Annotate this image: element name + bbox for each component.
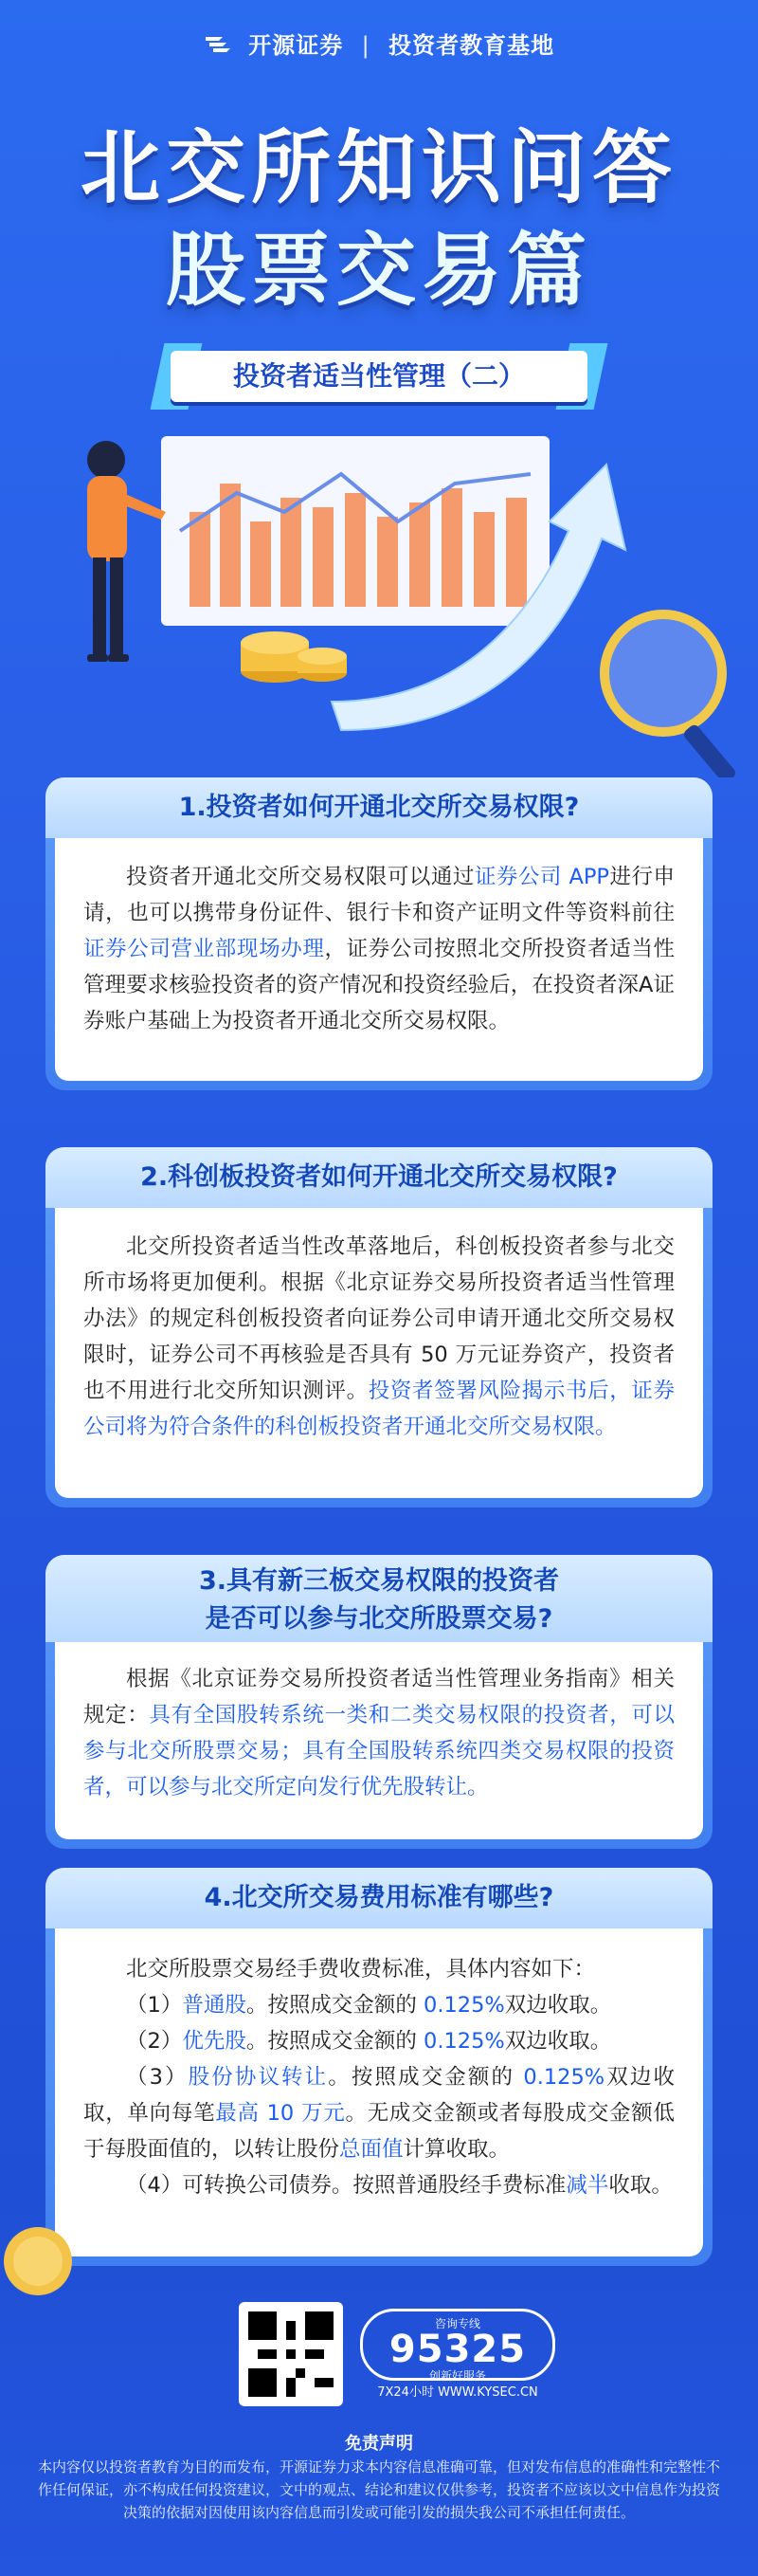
text-segment: 双边收取。 bbox=[504, 2029, 612, 2054]
text-segment: （3） bbox=[126, 2065, 189, 2090]
text-segment: （2） bbox=[126, 2029, 183, 2054]
highlighted-text: 普通股 bbox=[182, 1993, 246, 2018]
brand-sub: 投资者教育基地 bbox=[388, 32, 555, 59]
hotline-number: 95325 bbox=[388, 2328, 527, 2371]
highlighted-text: 最高 10 万元 bbox=[215, 2101, 346, 2126]
text-segment: 。按照成交金额的 bbox=[328, 2065, 524, 2090]
text-segment: 北交所股票交易经手费收费标准，具体内容如下： bbox=[126, 1957, 596, 1982]
qa-card-3-title-line1: 3.具有新三板交易权限的投资者 bbox=[198, 1566, 560, 1596]
highlighted-text: 减半 bbox=[566, 2173, 609, 2198]
text-segment: 计算收取。 bbox=[403, 2137, 511, 2162]
paragraph bbox=[83, 2167, 675, 2203]
qa-card-2-title: 2.科创板投资者如何开通北交所交易权限? bbox=[45, 1147, 713, 1208]
qr-code bbox=[239, 2302, 343, 2406]
qa-card-1-body bbox=[83, 859, 675, 1039]
coin-icon bbox=[0, 2219, 76, 2304]
paragraph bbox=[83, 2059, 675, 2167]
page-title-line1: 北交所知识问答 bbox=[80, 121, 677, 214]
qa-card-3-title bbox=[45, 1555, 713, 1642]
paragraph bbox=[83, 1951, 675, 1987]
qa-card-4 bbox=[45, 1868, 713, 2266]
text-segment: 根据《北京证券交易所投资者适当性管理业务指南》相关规定： bbox=[83, 1667, 675, 1727]
page-title-line2: 股票交易篇 bbox=[165, 224, 592, 317]
brand-logo-icon bbox=[204, 33, 232, 60]
text-segment: 投资者开通北交所交易权限可以通过 bbox=[126, 865, 475, 889]
page-subtitle: 投资者适当性管理（二） bbox=[171, 351, 587, 402]
highlighted-text: 优先股 bbox=[182, 2029, 246, 2054]
magnifier-icon bbox=[605, 614, 737, 777]
qa-card-3-body bbox=[83, 1661, 675, 1805]
highlighted-text: 投资者签署风险揭示书后，证券公司将为符合条件的科创板投资者开通北交所交易权限。 bbox=[83, 1379, 675, 1439]
text-segment: 双边收取，单向每笔 bbox=[83, 2065, 675, 2126]
disclaimer-title: 免责声明 bbox=[345, 2434, 413, 2454]
text-segment: （4）可转换公司债券。按照普通股经手费标准 bbox=[126, 2173, 567, 2198]
highlighted-text: 证券公司 APP bbox=[474, 865, 609, 889]
hotline-label: 咨询专线 bbox=[434, 2317, 480, 2330]
hotline-badge bbox=[360, 2309, 555, 2381]
text-segment: 北交所投资者适当性改革落地后，科创板投资者参与北交所市场将更加便利。根据《北京证券交易所投资者适当性管理办法》的规定科创板投资者向证券公司申请开通北交所交易权限时，证券公司不再核验是否具有 50 万元证券资产，投资者也不用进行北交所知识测评。 bbox=[83, 1234, 675, 1403]
text-segment: 。按照成交金额的 bbox=[245, 2029, 424, 2054]
text-segment: 双边收取。 bbox=[504, 1993, 612, 2018]
highlighted-text: 0.125% bbox=[424, 2029, 505, 2054]
qa-card-2 bbox=[45, 1147, 713, 1507]
text-segment: ，证券公司按照北交所投资者适当性管理要求核验投资者的资产情况和投资经验后，在投资者深A证券账户基础上为投资者开通北交所交易权限。 bbox=[83, 937, 675, 1033]
coin-stack-icon bbox=[241, 631, 347, 683]
person-figure bbox=[87, 441, 166, 662]
highlighted-text: 证券公司营业部现场办理 bbox=[83, 937, 325, 961]
text-segment: （1） bbox=[126, 1993, 183, 2018]
hotline-sub: 7X24小时 WWW.KYSEC.CN bbox=[377, 2385, 538, 2400]
hotline-slogan: 创新好服务 bbox=[428, 2369, 486, 2383]
highlighted-text: 0.125% bbox=[424, 1993, 505, 2018]
brand-separator: | bbox=[361, 32, 370, 59]
disclaimer-text: 本内容仅以投资者教育为目的而发布，开源证券力求本内容信息准确可靠，但对发布信息的准确性和完整性不作任何保证，亦不构成任何投资建议，文中的观点、结论和建议仅供参考，投资者不应该以文中信息作为投资决策的依据对因使用该内容信息而引发或可能引发的损失我公司不承担任何责任。 bbox=[38, 2458, 721, 2521]
text-segment: 进行申请，也可以携带身份证件、银行卡和资产证明文件等资料前往 bbox=[83, 865, 675, 925]
highlighted-text: 股份协议转让 bbox=[188, 2065, 329, 2090]
paragraph bbox=[83, 2023, 675, 2059]
text-segment: 。按照成交金额的 bbox=[245, 1993, 424, 2018]
qa-card-4-title: 4.北交所交易费用标准有哪些? bbox=[45, 1868, 713, 1928]
text-segment: 。无成交金额或者每股成交金额低于每股面值的，以转让股份 bbox=[83, 2101, 675, 2162]
paragraph bbox=[83, 859, 675, 1039]
qa-card-1 bbox=[45, 777, 713, 1090]
highlighted-text: 具有全国股转系统一类和二类交易权限的投资者，可以参与北交所股票交易；具有全国股转系统四类交易权限的投资者，可以参与北交所定向发行优先股转让。 bbox=[83, 1703, 675, 1800]
highlighted-text: 总面值 bbox=[339, 2137, 404, 2162]
paragraph bbox=[83, 1987, 675, 2023]
highlighted-text: 0.125% bbox=[523, 2065, 605, 2090]
qa-card-2-body bbox=[83, 1229, 675, 1445]
text-segment: 收取。 bbox=[608, 2173, 673, 2198]
qa-card-1-title: 1.投资者如何开通北交所交易权限? bbox=[45, 777, 713, 838]
brand-header bbox=[0, 27, 758, 60]
paragraph bbox=[83, 1229, 675, 1445]
qa-card-3-title-line2: 是否可以参与北交所股票交易? bbox=[205, 1604, 553, 1634]
qa-card-4-body bbox=[83, 1951, 675, 2203]
brand-name: 开源证券 bbox=[248, 32, 344, 59]
paragraph bbox=[83, 1661, 675, 1805]
hero-illustration bbox=[0, 417, 758, 777]
qa-card-3 bbox=[45, 1555, 713, 1849]
